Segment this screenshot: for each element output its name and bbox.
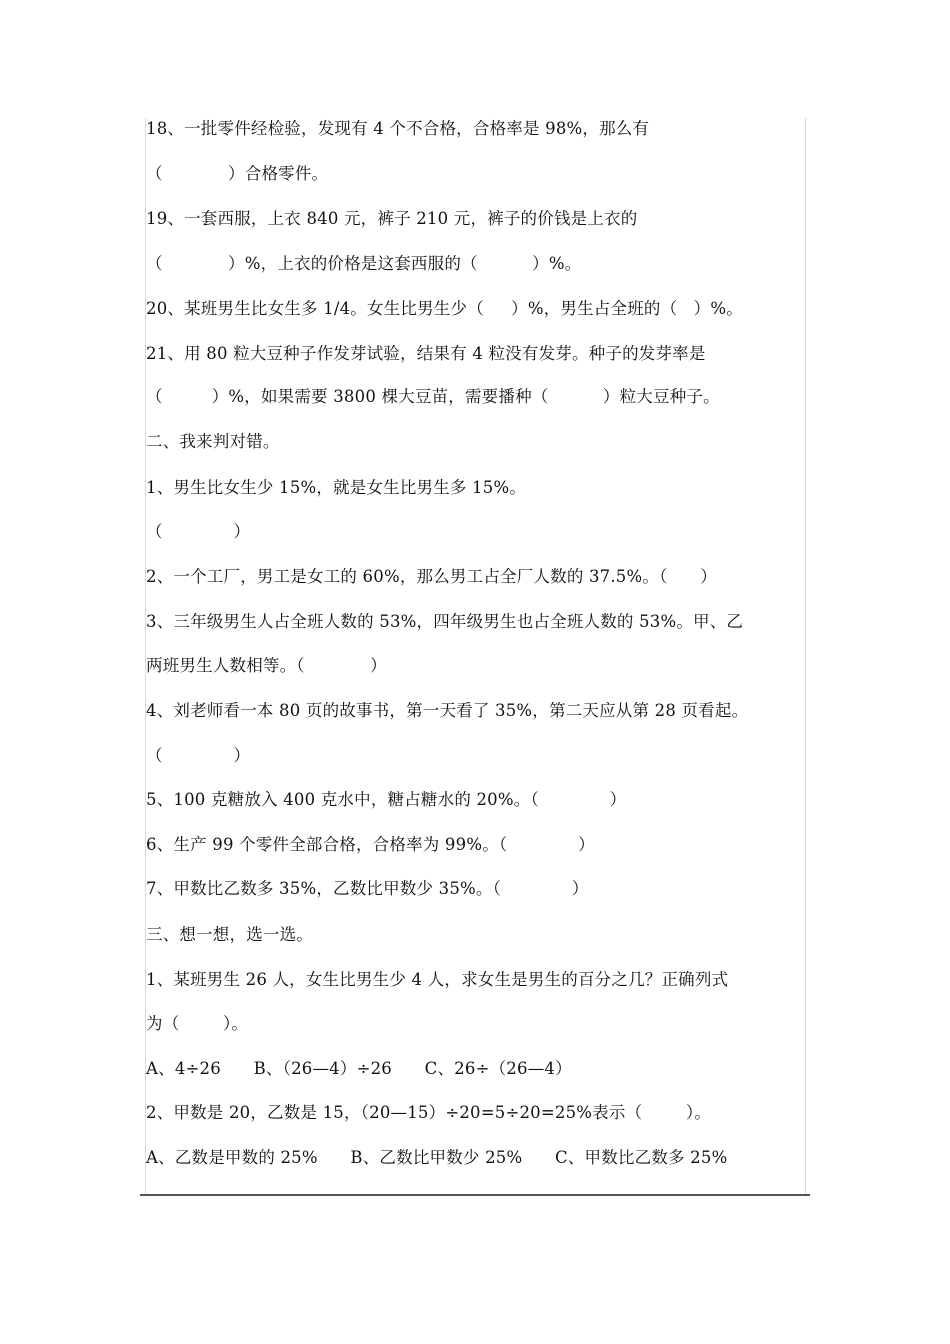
judge-1-line-2: （ ）	[146, 522, 251, 541]
choice-1-options: A、4÷26 B、（26—4）÷26 C、26÷（26—4）	[146, 1059, 572, 1078]
question-18-line-2: （ ）合格零件。	[146, 164, 329, 183]
choice-1-line-2: 为（ ）。	[146, 1014, 249, 1033]
judge-6: 6、生产 99 个零件全部合格，合格率为 99%。（ ）	[146, 835, 595, 854]
question-21-line-2: （ ）%，如果需要 3800 棵大豆苗，需要播种（ ）粒大豆种子。	[146, 387, 720, 406]
section-3-heading: 三、想一想，选一选。	[146, 925, 313, 944]
choice-2-options: A、乙数是甲数的 25% B、乙数比甲数少 25% C、甲数比乙数多 25%	[146, 1148, 728, 1167]
question-20: 20、某班男生比女生多 1/4。女生比男生少（ ）%，男生占全班的（ ）%。	[146, 299, 743, 318]
judge-4-line-2: （ ）	[146, 746, 251, 765]
section-2-heading: 二、我来判对错。	[146, 432, 280, 451]
judge-4-line-1: 4、刘老师看一本 80 页的故事书，第一天看了 35%，第二天应从第 28 页看起。	[146, 701, 749, 720]
question-19-line-1: 19、一套西服，上衣 840 元，裤子 210 元，裤子的价钱是上衣的	[146, 209, 638, 228]
judge-5: 5、100 克糖放入 400 克水中，糖占糖水的 20%。（ ）	[146, 790, 627, 809]
choice-1-line-1: 1、某班男生 26 人，女生比男生少 4 人，求女生是男生的百分之几？正确列式	[146, 970, 729, 989]
bottom-rule	[140, 1194, 810, 1196]
judge-3-line-1: 3、三年级男生人占全班人数的 53%，四年级男生也占全班人数的 53%。甲、乙	[146, 612, 744, 631]
question-18-line-1: 18、一批零件经检验，发现有 4 个不合格，合格率是 98%，那么有	[146, 119, 650, 138]
judge-3-line-2: 两班男生人数相等。（ ）	[146, 656, 387, 675]
question-21-line-1: 21、用 80 粒大豆种子作发芽试验，结果有 4 粒没有发芽。种子的发芽率是	[146, 344, 706, 363]
judge-1-line-1: 1、男生比女生少 15%，就是女生比男生多 15%。	[146, 478, 527, 497]
judge-7: 7、甲数比乙数多 35%，乙数比甲数少 35%。（ ）	[146, 879, 589, 898]
question-19-line-2: （ ）%，上衣的价格是这套西服的（ ）%。	[146, 254, 582, 273]
choice-2: 2、甲数是 20，乙数是 15，（20—15）÷20=5÷20=25%表示（ ）。	[146, 1103, 711, 1122]
judge-2: 2、一个工厂，男工是女工的 60%，那么男工占全厂人数的 37.5%。（ ）	[146, 567, 717, 586]
